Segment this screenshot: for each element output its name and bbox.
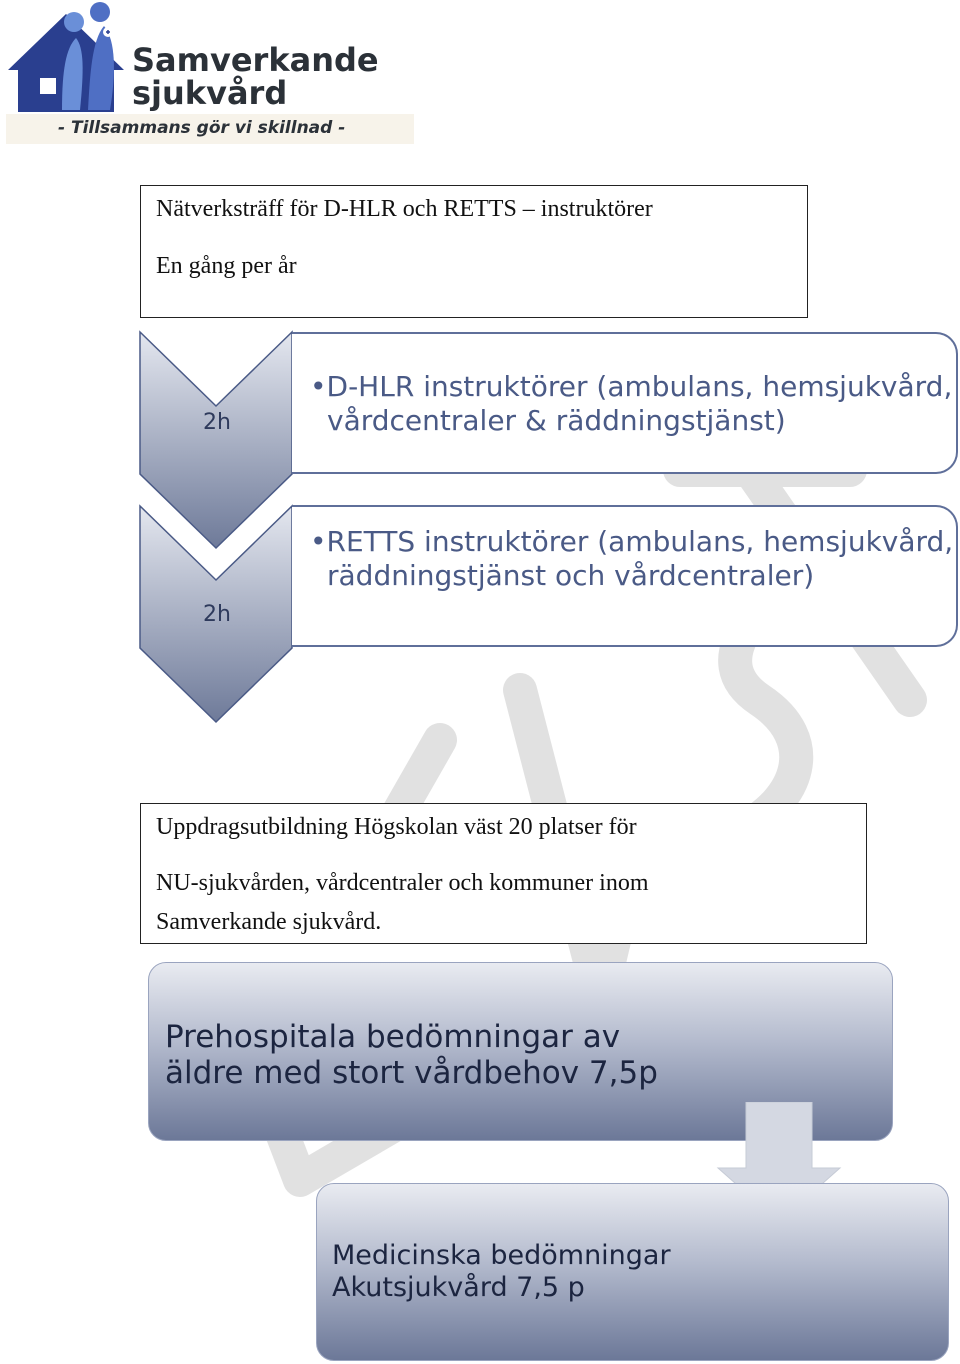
- chevron-arrows: [138, 330, 298, 730]
- logo-wordmark: [132, 41, 379, 112]
- bullet-icon: •: [310, 525, 327, 558]
- retts-instructors-card: [292, 505, 958, 647]
- step2-line1: Medicinska bedömningar: [332, 1240, 671, 1271]
- retts-bullet-line1: RETTS instruktörer (ambulans, hemsjukvård,: [326, 525, 954, 558]
- chevron-1-duration: 2h: [203, 410, 231, 435]
- logo-tagline-band: [6, 114, 414, 144]
- contract-education-box: [140, 803, 867, 944]
- course-line1: Uppdragsutbildning Högskolan väst 20 platser för: [156, 814, 637, 840]
- house-people-icon: [4, 0, 134, 118]
- dhlr-instructors-card: [292, 332, 958, 474]
- course-line3: Samverkande sjukvård.: [156, 909, 382, 935]
- network-meeting-title: Nätverksträff för D-HLR och RETTS – instruktörer: [156, 196, 653, 222]
- course-line2: NU-sjukvården, vårdcentraler och kommuner inom: [156, 870, 649, 896]
- network-meeting-box: [140, 185, 808, 318]
- step1-line1: Prehospitala bedömningar av: [165, 1019, 621, 1055]
- dhlr-bullet-line2: vårdcentraler & räddningstjänst): [327, 404, 786, 437]
- logo-name-line1: Samverkande: [132, 41, 379, 79]
- logo-name-line2: sjukvård: [132, 74, 288, 112]
- dhlr-bullet-line1: D-HLR instruktörer (ambulans, hemsjukvård,: [326, 370, 953, 403]
- step1-line2: äldre med stort vårdbehov 7,5p: [165, 1055, 658, 1091]
- step2-line2: Akutsjukvård 7,5 p: [332, 1272, 585, 1303]
- retts-instructors-bullet: [310, 525, 953, 593]
- chevron-2-duration: 2h: [203, 602, 231, 627]
- logo-tagline: - Tillsammans gör vi skillnad -: [58, 118, 346, 138]
- dhlr-instructors-bullet: [310, 370, 952, 438]
- course-step-medical: [316, 1183, 949, 1361]
- retts-bullet-line2: räddningstjänst och vårdcentraler): [327, 559, 815, 592]
- organization-logo: [0, 0, 420, 148]
- chevron-1: [140, 332, 292, 548]
- bullet-icon: •: [310, 370, 327, 403]
- network-meeting-frequency: En gång per år: [156, 253, 297, 279]
